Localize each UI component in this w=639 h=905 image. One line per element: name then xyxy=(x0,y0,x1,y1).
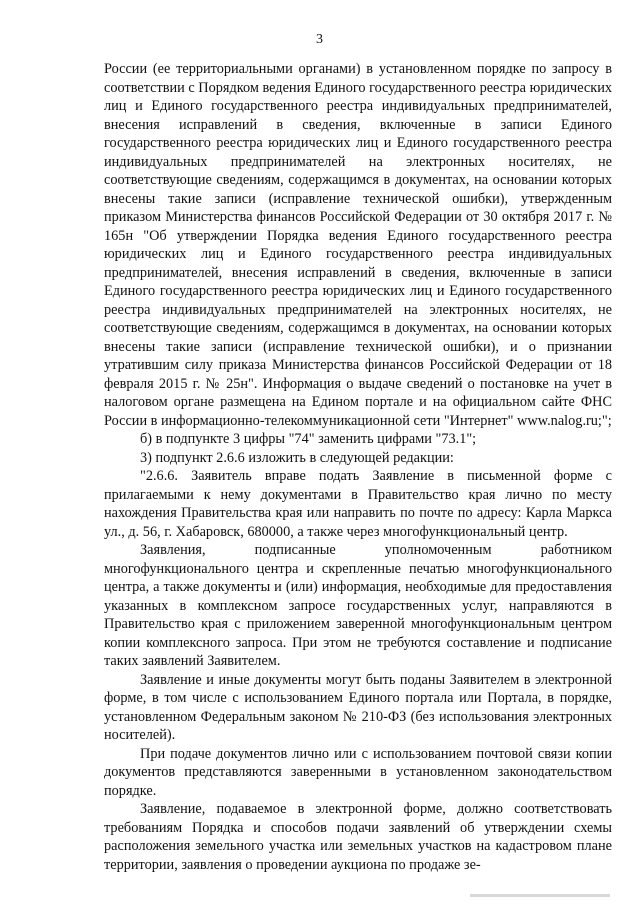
page-number: 3 xyxy=(316,32,323,47)
paragraph-2-6-6: "2.6.6. Заявитель вправе подать Заявление в письменной форме с прилагаемыми к нему документами в Правительство края лично по месту нахождения Правительства края или направить по почте по адресу: Карла Маркса ул., д. 56, г. Хабаровск, 680000, а также через многофункциональный центр. xyxy=(104,468,612,540)
paragraph-subpoint-3: 3) подпункт 2.6.6 изложить в следующей редакции: xyxy=(140,449,454,466)
paragraph-continuation: России (ее территориальными органами) в установленном порядке по запросу в соответствии с Порядком ведения Единого государственного реестра юридических лиц и Единого государственного реестра индивидуальных предпринимателей, внесения исправлений в сведения, включенные в записи Единого государственного реестра юридических лиц и Единого государственного реестра индивидуальных предпринимателей на электронных носителях, не соответствующие сведениям, содержащимся в документах, на основании которых внесены такие записи (исправление технической ошибки), утвержденным приказом Министерства финансов Российской Федерации от 30 октября 2017 г. № 165н "Об утверждении Порядка ведения Единого государственного реестра юридических лиц и Единого государственного реестра индивидуальных предпринимателей, внесения исправлений в сведения, включенные в записи Единого государственного реестра юридических лиц и Единого государственного реестра индивидуальных предпринимателей на электронных носителях, не соответствующие сведениям, содержащимся в документах, на основании которых внесены такие записи (исправление технической ошибки), и о признании утратившим силу приказа Министерства финансов Российской Федерации от 18 февраля 2015 г. № 25н". Информация о выдаче сведений о постановке на учет в налоговом органе размещена на Едином портале и на официальном сайте ФНС России в информационно-телекоммуникационной сети "Интернет" www.nalog.ru;"; xyxy=(104,61,612,429)
paragraph-mfc-applications: Заявления, подписанные уполномоченным работником многофункционального центра и скрепленные печатью многофункционального центра, а также документы и (или) информация, необходимые для предоставления указанных в комплексном запросе государственных услуг, направляются в Правительство края с приложением заверенной многофункциональным центром копии комплексного запроса. При этом не требуются составление и подписание таких заявлений Заявителем. xyxy=(104,542,612,669)
paragraph-requirements: Заявление, подаваемое в электронной форме, должно соответствовать требованиям Порядка и способов подачи заявлений об утверждении схемы расположения земельного участка или земельных участков на кадастровом плане территории, заявления о проведении аукциона по продаже зе- xyxy=(104,801,612,873)
scan-edge-mark xyxy=(470,894,610,897)
paragraph-copies: При подаче документов лично или с использованием почтовой связи копии документов представляются заверенными в установленном законодательством порядке. xyxy=(104,745,612,799)
paragraph-subpoint-b: б) в подпункте 3 цифры "74" заменить цифрами "73.1"; xyxy=(140,431,477,447)
paragraph-electronic-form: Заявление и иные документы могут быть поданы Заявителем в электронной форме, в том числе с использованием Единого портала или Портала, в порядке, установленном Федеральным законом № 210-ФЗ (без использования электронных носителей). xyxy=(104,671,612,743)
document-body xyxy=(104,60,612,874)
